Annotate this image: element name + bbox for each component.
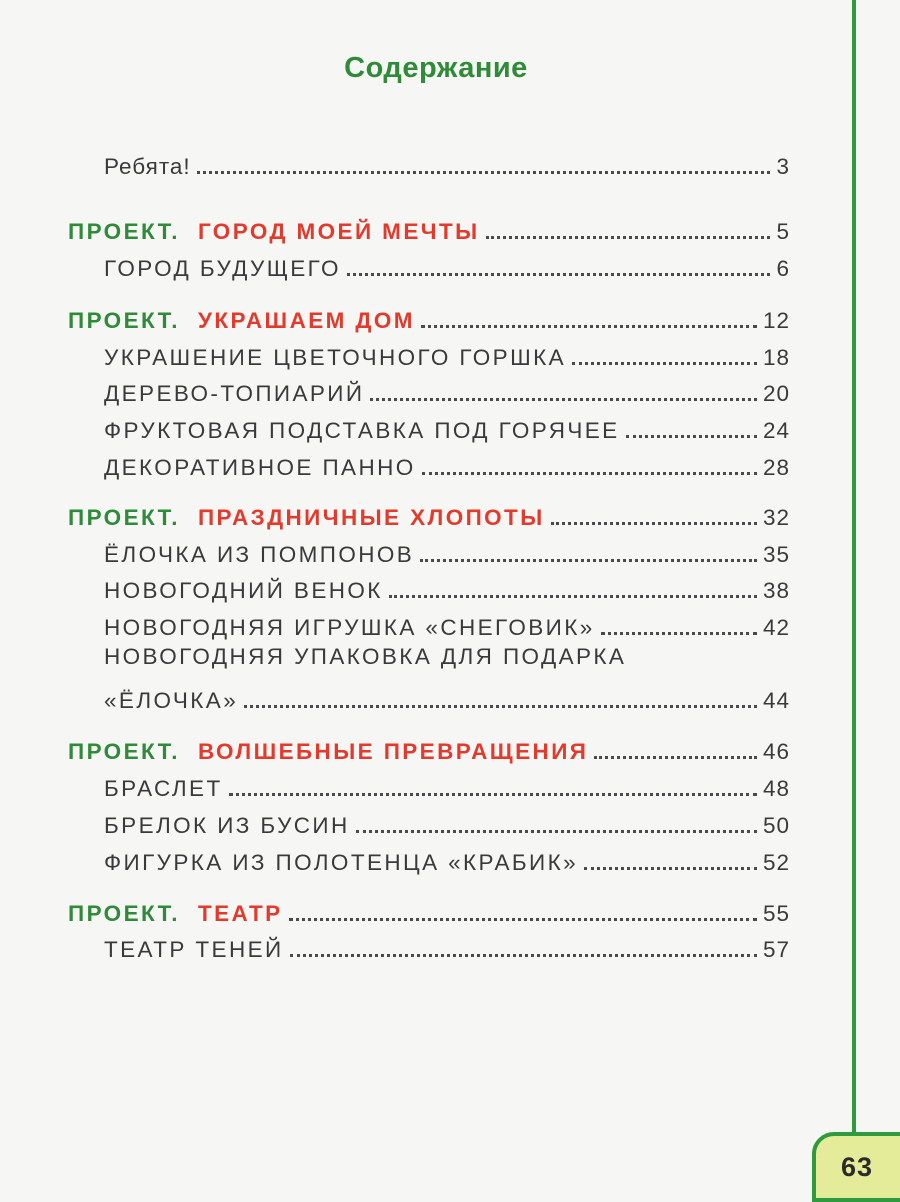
page-number-badge	[812, 1132, 900, 1202]
toc-label: ДЕКОРАТИВНОЕ ПАННО	[104, 454, 416, 480]
toc-item[interactable]	[104, 443, 790, 479]
toc-page: 12	[762, 307, 790, 333]
toc-page: 18	[762, 344, 790, 370]
toc-item[interactable]	[104, 530, 790, 566]
project-title: ГОРОД МОЕЙ МЕЧТЫ	[197, 218, 480, 244]
page-title: Содержание	[344, 52, 528, 84]
toc-item[interactable]	[104, 925, 790, 961]
toc-project-1[interactable]	[68, 207, 790, 243]
toc-leader-dots	[626, 435, 757, 438]
toc-leader-dots	[486, 236, 771, 239]
toc-page: 42	[762, 614, 790, 640]
toc-leader-dots	[244, 705, 757, 708]
toc-page: 3	[776, 153, 790, 179]
toc-item[interactable]	[104, 764, 790, 800]
toc-leader-dots	[551, 522, 757, 525]
toc-item[interactable]	[104, 369, 790, 405]
toc-page: 46	[762, 738, 790, 764]
toc-item[interactable]	[104, 406, 790, 442]
toc-leader-dots	[197, 171, 771, 174]
project-title: ПРАЗДНИЧНЫЕ ХЛОПОТЫ	[197, 504, 545, 530]
project-prefix: ПРОЕКТ.	[68, 738, 180, 764]
toc-label: «ЁЛОЧКА»	[104, 687, 239, 713]
project-prefix: ПРОЕКТ.	[68, 307, 180, 333]
toc-project-5[interactable]	[68, 889, 790, 925]
toc-item[interactable]	[104, 838, 790, 874]
toc-page: 44	[762, 687, 790, 713]
green-right-rule	[852, 0, 856, 1145]
toc-page: 35	[762, 541, 790, 567]
project-prefix: ПРОЕКТ.	[68, 900, 180, 926]
toc-label: Ребята!	[104, 153, 191, 179]
toc-leader-dots	[584, 867, 757, 870]
page-number: 63	[840, 1152, 874, 1182]
toc-label-line1: НОВОГОДНЯЯ УПАКОВКА ДЛЯ ПОДАРКА	[104, 644, 627, 669]
toc-page: 57	[762, 936, 790, 962]
toc-leader-dots	[572, 362, 757, 365]
toc-page: 20	[762, 380, 790, 406]
toc-leader-dots	[420, 559, 757, 562]
toc-project-4[interactable]	[68, 727, 790, 763]
toc-leader-dots	[290, 954, 757, 957]
toc-page: 55	[762, 900, 790, 926]
toc-leader-dots	[389, 595, 757, 598]
toc-item[interactable]	[104, 244, 790, 280]
toc-item[interactable]	[104, 676, 790, 712]
toc-page: 50	[762, 812, 790, 838]
toc-leader-dots	[601, 632, 757, 635]
toc-label: БРЕЛОК ИЗ БУСИН	[104, 812, 350, 838]
toc-row-intro[interactable]	[104, 142, 790, 178]
toc-page: 6	[776, 255, 790, 281]
toc-item[interactable]	[104, 801, 790, 837]
toc-leader-dots	[370, 398, 757, 401]
toc-leader-dots	[229, 793, 757, 796]
toc-item[interactable]	[104, 566, 790, 602]
project-title: ТЕАТР	[197, 900, 283, 926]
toc-item[interactable]	[104, 333, 790, 369]
toc-label: ГОРОД БУДУЩЕГО	[104, 255, 341, 281]
toc-project-3[interactable]	[68, 493, 790, 529]
toc-label: ДЕРЕВО-ТОПИАРИЙ	[104, 380, 365, 406]
project-prefix: ПРОЕКТ.	[68, 218, 180, 244]
toc-page: 32	[762, 504, 790, 530]
toc-label: ФРУКТОВАЯ ПОДСТАВКА ПОД ГОРЯЧЕЕ	[104, 417, 620, 443]
toc-project-2[interactable]	[68, 296, 790, 332]
toc-leader-dots	[421, 325, 757, 328]
toc-label: ТЕАТР ТЕНЕЙ	[104, 936, 284, 962]
toc-leader-dots	[347, 273, 771, 276]
toc-page: 5	[776, 218, 790, 244]
toc-page: 48	[762, 775, 790, 801]
project-prefix: ПРОЕКТ.	[68, 504, 180, 530]
toc-leader-dots	[356, 830, 757, 833]
toc-label: ФИГУРКА ИЗ ПОЛОТЕНЦА «КРАБИК»	[104, 849, 579, 875]
toc-page: 28	[762, 454, 790, 480]
toc-leader-dots	[289, 918, 757, 921]
project-title: УКРАШАЕМ ДОМ	[197, 307, 415, 333]
toc-label: НОВОГОДНЯЯ ИГРУШКА «СНЕГОВИК»	[104, 614, 595, 640]
toc-page: 52	[762, 849, 790, 875]
toc-item[interactable]	[104, 603, 790, 639]
toc-label: БРАСЛЕТ	[104, 775, 223, 801]
toc-page: 24	[762, 417, 790, 443]
toc-leader-dots	[422, 472, 757, 475]
toc-label: УКРАШЕНИЕ ЦВЕТОЧНОГО ГОРШКА	[104, 344, 566, 370]
toc-label: НОВОГОДНИЙ ВЕНОК	[104, 577, 383, 603]
toc-label: ЁЛОЧКА ИЗ ПОМПОНОВ	[104, 541, 415, 567]
toc-page: 38	[762, 577, 790, 603]
project-title: ВОЛШЕБНЫЕ ПРЕВРАЩЕНИЯ	[197, 738, 589, 764]
toc-leader-dots	[594, 756, 757, 759]
